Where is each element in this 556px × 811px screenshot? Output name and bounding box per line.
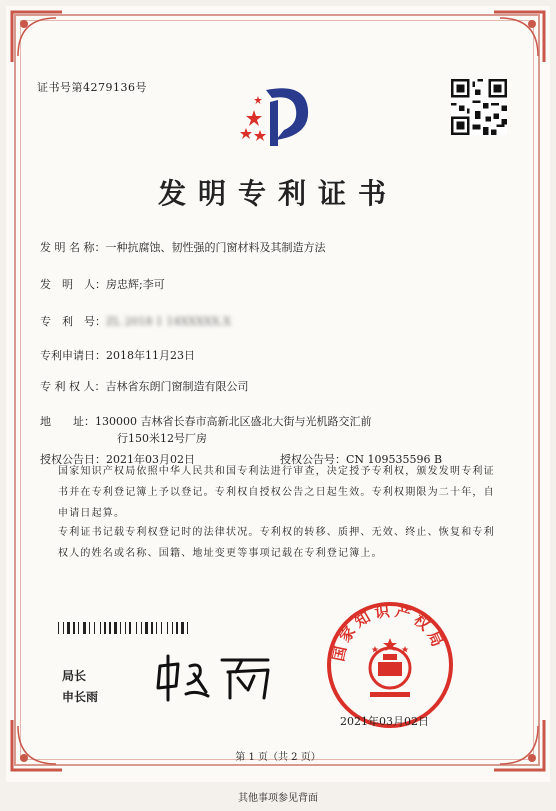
barcode-icon xyxy=(58,622,278,634)
invention-name-row xyxy=(40,239,326,255)
qr-code-icon xyxy=(451,79,507,135)
official-seal-icon xyxy=(325,600,455,730)
address-row-2 xyxy=(117,430,207,446)
patent-number-row xyxy=(40,313,231,329)
invention-name: 一种抗腐蚀、韧性强的门窗材料及其制造方法 xyxy=(105,241,326,254)
patentee: 吉林省东朗门窗制造有限公司 xyxy=(105,380,249,393)
patent-number-label: 专 利 号： xyxy=(40,315,106,328)
filing-date-label: 专利申请日： xyxy=(40,349,106,362)
invention-name-label: 发 明 名 称： xyxy=(40,241,106,254)
address-line-2: 行150米12号厂房 xyxy=(117,432,207,445)
director-name: 申长雨 xyxy=(62,690,99,704)
seal-text: 国家知识产权局 xyxy=(329,601,449,663)
inventor-row xyxy=(40,276,165,292)
filing-date-row xyxy=(40,347,195,363)
corner-ornament-icon xyxy=(10,718,64,772)
grant-date-label: 授权公告日： xyxy=(40,453,106,466)
inventor: 房忠辉;李可 xyxy=(106,278,165,291)
corner-ornament-icon xyxy=(492,718,546,772)
patentee-label: 专 利 权 人： xyxy=(40,380,106,393)
seal-date: 2021年03月02日 xyxy=(340,715,429,728)
footer-note: 其他事项参见背面 xyxy=(238,793,318,804)
patentee-row xyxy=(40,378,249,394)
inventor-label: 发 明 人： xyxy=(40,278,106,291)
grant-statement-paragraph: 国家知识产权局依照中华人民共和国专利法进行审查，决定授予专利权，颁发发明专利证书并在专利登记簿上予以登记。专利权自授权公告之日起生效。专利权期限为二十年，自申请日起算。 xyxy=(58,466,495,519)
cnipa-logo-icon xyxy=(236,80,322,150)
address-line-1: 130000 吉林省长春市高新北区盛北大街与光机路交汇前 xyxy=(95,415,372,428)
corner-ornament-icon xyxy=(492,10,546,64)
grant-number: CN 109535596 B xyxy=(346,453,443,466)
certificate-title: 发明专利证书 xyxy=(157,177,398,210)
svg-text:国家知识产权局 xyxy=(329,602,448,663)
filing-date: 2018年11月23日 xyxy=(106,349,195,362)
page-number: 第 1 页（共 2 页） xyxy=(235,752,321,763)
legal-status-paragraph: 专利证书记载专利权登记时的法律状况。专利权的转移、质押、无效、终止、恢复和专利权人的姓名或名称、国籍、地址变更等事项记载在专利登记簿上。 xyxy=(58,527,495,559)
director-signature-icon xyxy=(150,652,280,702)
grant-number-label: 授权公告号： xyxy=(280,453,346,466)
address-label: 地 址： xyxy=(40,415,95,428)
address-row xyxy=(40,413,372,429)
grant-date: 2021年03月02日 xyxy=(106,453,195,466)
certificate-number: 证书号第4279136号 xyxy=(37,81,147,94)
corner-ornament-icon xyxy=(10,10,64,64)
director-title: 局长 xyxy=(62,669,87,683)
patent-number: ZL 2018 1 14XXXXX.X xyxy=(106,315,231,328)
